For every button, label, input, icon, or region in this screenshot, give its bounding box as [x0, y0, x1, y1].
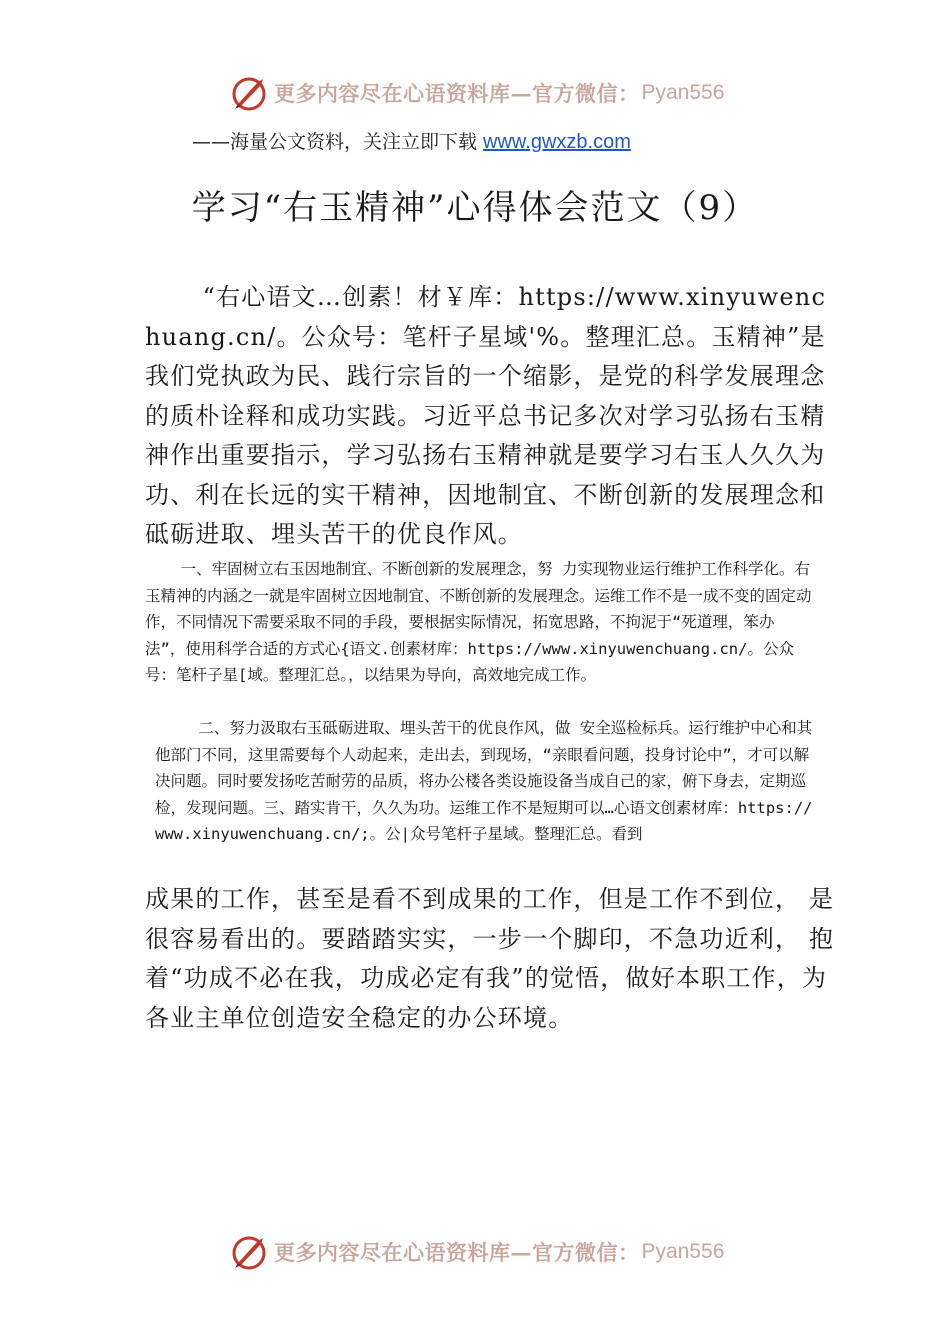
- paragraph-section-two: 二、努力汲取右玉砥砺进取、埋头苦干的优良作风，做 安全巡检标兵。运行维护中心和其他部门不同，这里需要每个人动起来，走出去，到现场，“亲眼看问题，投身讨论中”，才可以解决问题。同时要发扬吃苦耐劳的品质，将办公楼各类设施设备当成自己的家，俯下身去，定期巡检，发现问题。三、踏实肯干，久久为功。运维工作不是短期可以…心语文创素材库：https://www.xinyuwenchuang.cn/;。公|众号笔杆子星域。整理汇总。看到: [155, 719, 813, 843]
- brush-logo-icon: [230, 1232, 270, 1272]
- banner-wechat-id: Pyan556: [641, 81, 725, 104]
- header-banner: [230, 71, 724, 115]
- site-link[interactable]: www.gwxzb.com: [483, 131, 631, 153]
- document-title: 学习“右玉精神”心得体会范文（9）: [191, 188, 759, 228]
- paragraph-conclusion: 成果的工作，甚至是看不到成果的工作，但是工作不到位， 是很容易看出的。要踏踏实实，一步一个脚印，不急功近利， 抱着“功成不必在我，功成必定有我”的觉悟，做好本职工作，为各业主单位创造安全稳定的办公环境。: [145, 885, 835, 1032]
- banner-text: 更多内容尽在心语资料库—官方微信：: [274, 81, 640, 106]
- banner-wechat-id: Pyan556: [641, 1240, 725, 1263]
- brush-logo-icon: [230, 73, 270, 113]
- paragraph-intro: “右心语文…创素！材￥库：https://www.xinyuwenchuang.cn/。公众号：笔杆子星域'%。整理汇总。玉精神”是我们党执政为民、践行宗旨的一个缩影，是党的科学发展理念的质朴诠释和成功实践。习近平总书记多次对学习弘扬右玉精神作出重要指示，学习弘扬右玉精神就是要学习右玉人久久为功、利在长远的实干精神，因地制宜、不断创新的发展理念和砥砺进取、埋头苦干的优良作风。: [145, 283, 827, 548]
- banner-text: 更多内容尽在心语资料库—官方微信：: [274, 1240, 640, 1265]
- sub-banner: [192, 127, 631, 154]
- paragraph-section-one: 一、牢固树立右玉因地制宜、不断创新的发展理念，努 力实现物业运行维护工作科学化。右玉精神的内涵之一就是牢固树立因地制宜、不断创新的发展理念。运维工作不是一成不变的固定动作，不同情况下需要采取不同的手段，要根据实际情况，拓宽思路，不拘泥于“死道理，笨办法”，使用科学合适的方式心{语文.创素材库：https://www.xinyuwenchuang.cn/。公众号：笔杆子星[域。整理汇总。，以结果为导向，高效地完成工作。: [145, 560, 812, 684]
- footer-banner: [230, 1230, 724, 1274]
- sub-banner-text: ——海量公文资料，关注立即下载: [192, 131, 484, 153]
